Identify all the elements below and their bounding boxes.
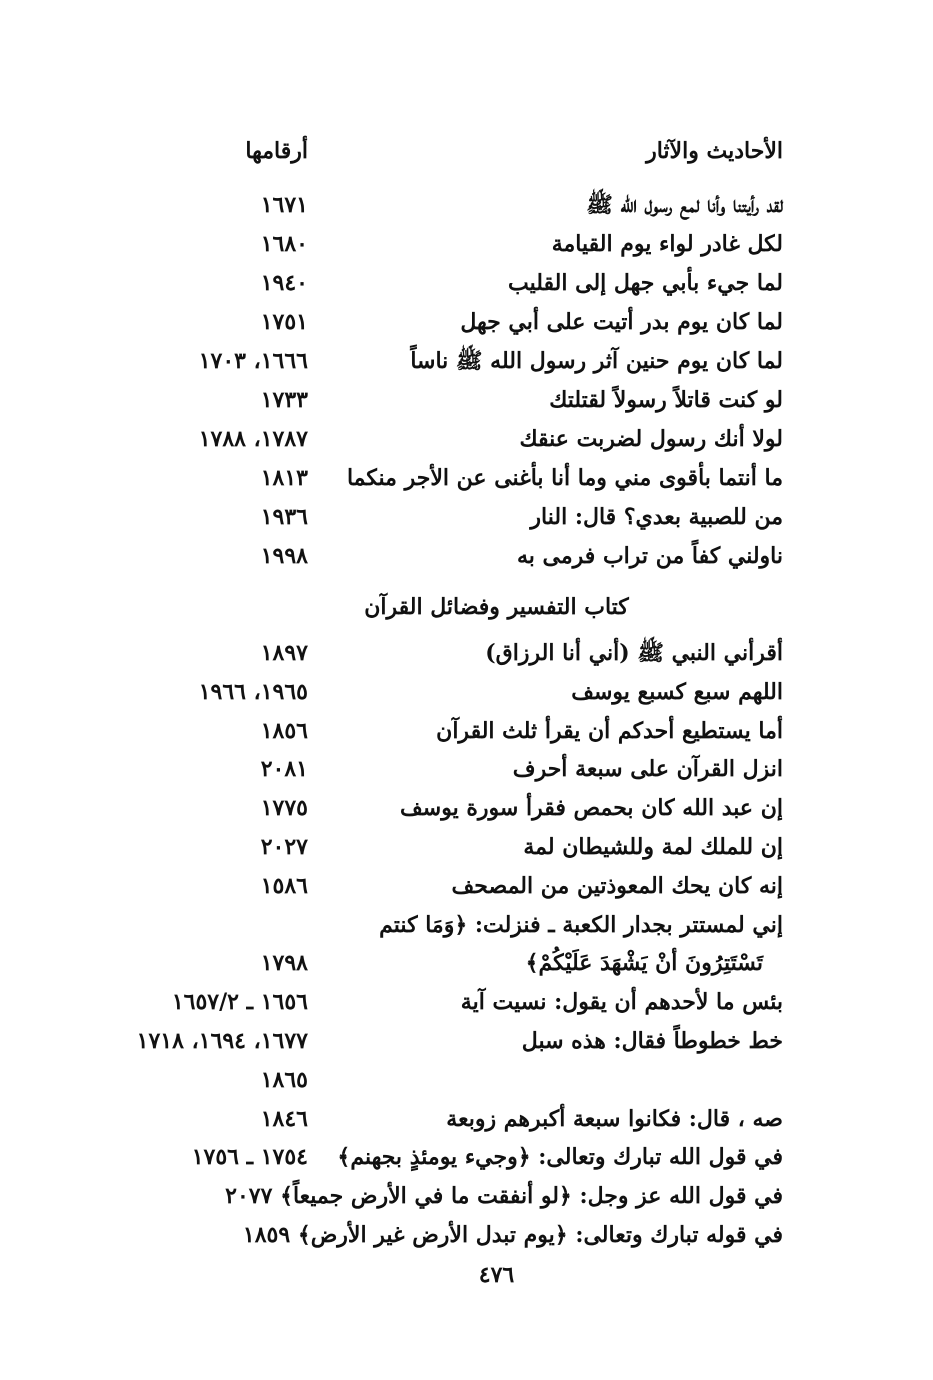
entry-row bbox=[0, 983, 933, 1021]
entry-text: إن للملك لمة وللشيطان لمة bbox=[523, 834, 783, 860]
entry-row bbox=[0, 498, 933, 536]
entry-row bbox=[0, 303, 933, 341]
entry-text: لما كان يوم بدر أتيت على أبي جهل bbox=[460, 309, 783, 335]
entry-row bbox=[0, 264, 933, 302]
entry-text: لولا أنك رسول لضربت عنقك bbox=[519, 426, 783, 452]
entry-text: إني لمستتر بجدار الكعبة ـ فنزلت: ﴿وَمَا كنتم bbox=[379, 911, 783, 938]
entry-number: ١٦٦٦، ١٧٠٣ bbox=[198, 348, 308, 374]
entry-text: إنه كان يحك المعوذتين من المصحف bbox=[451, 872, 783, 899]
entry-number: ١٩٩٨ bbox=[260, 543, 308, 569]
entry-number: ١٦٧٧، ١٦٩٤، ١٧١٨ bbox=[136, 1028, 308, 1054]
entry-row bbox=[0, 1061, 933, 1099]
entry-number: ١٥٨٦ bbox=[260, 872, 308, 899]
header-left-title: الأحاديث والآثار bbox=[646, 138, 783, 164]
entry-row bbox=[0, 1216, 933, 1254]
entry-row bbox=[0, 867, 933, 905]
entry-number: ١٨٤٦ bbox=[260, 1105, 308, 1132]
entry-text: صه ، قال: فكانوا سبعة أكبرهم زوبعة bbox=[446, 1105, 783, 1132]
entry-text: لكل غادر لواء يوم القيامة bbox=[551, 231, 783, 257]
page-number: ٤٧٦ bbox=[478, 1262, 515, 1288]
entry-number: ١٦٧١ bbox=[260, 192, 308, 218]
entry-row bbox=[0, 459, 933, 497]
entry-number: ١٧٨٧، ١٧٨٨ bbox=[198, 426, 308, 452]
entry-number: ١٩٣٦ bbox=[260, 504, 308, 530]
entry-row bbox=[0, 1177, 933, 1215]
entry-row bbox=[0, 1022, 933, 1060]
entry-number: ٢٠٨١ bbox=[260, 756, 308, 783]
entry-text: في قوله تبارك وتعالى: ﴿يوم تبدل الأرض غير الأرض﴾ ١٨٥٩ bbox=[242, 1222, 783, 1248]
entry-text: في قول الله عز وجل: ﴿لو أنفقت ما في الأرض جميعاً﴾ ٢٠٧٧ bbox=[225, 1183, 783, 1210]
entry-text: لقد رأيتنا وأنا لمع رسول الله ﷺ bbox=[586, 192, 783, 218]
entry-number: ١٩٦٥، ١٩٦٦ bbox=[198, 678, 308, 705]
entry-row bbox=[0, 944, 933, 982]
entry-row bbox=[0, 828, 933, 866]
entry-row bbox=[0, 225, 933, 263]
section-title: كتاب التفسير وفضائل القرآن bbox=[364, 594, 629, 620]
entry-text: من للصبية بعدي؟ قال: النار bbox=[530, 504, 783, 530]
entry-number: ٢٠٢٧ bbox=[260, 834, 308, 860]
entry-row bbox=[0, 1138, 933, 1176]
entry-text: لما جيء بأبي جهل إلى القليب bbox=[507, 270, 783, 296]
entry-row bbox=[0, 906, 933, 944]
entry-row bbox=[0, 789, 933, 827]
entry-text: في قول الله تبارك وتعالى: ﴿وجيء يومئذٍ بجهنم﴾ bbox=[337, 1144, 783, 1171]
entry-text: أما يستطيع أحدكم أن يقرأ ثلث القرآن bbox=[436, 717, 783, 744]
entry-row bbox=[0, 1100, 933, 1138]
entry-text: انزل القرآن على سبعة أحرف bbox=[512, 756, 783, 783]
entry-text: إن عبد الله كان بحمص فقرأ سورة يوسف bbox=[400, 795, 783, 822]
entry-row bbox=[0, 186, 933, 224]
entry-row bbox=[0, 673, 933, 711]
entry-number: ١٦٨٠ bbox=[260, 231, 308, 257]
entry-number: ١٧٧٥ bbox=[260, 795, 308, 822]
entry-number: ١٧٥٤ ـ ١٧٥٦ bbox=[191, 1144, 308, 1171]
entry-text: خط خطوطاً فقال: هذه سبل bbox=[521, 1028, 783, 1054]
entry-row bbox=[0, 381, 933, 419]
entry-text: ناولني كفاً من تراب فرمى به bbox=[516, 543, 783, 569]
entry-row bbox=[0, 537, 933, 575]
entry-row bbox=[0, 750, 933, 788]
entry-number: ١٦٥٦ ـ ١٦٥٧/٢ bbox=[171, 989, 308, 1016]
entry-number: ١٨١٣ bbox=[260, 465, 308, 491]
entry-number: ١٨٦٥ bbox=[260, 1066, 308, 1093]
entry-text: تَسْتَتِرُونَ أنْ يَشْهَدَ عَلَيْكُمْ﴾ bbox=[525, 950, 763, 977]
entry-text: بئس ما لأحدهم أن يقول: نسيت آية bbox=[460, 989, 783, 1016]
entry-row bbox=[0, 342, 933, 380]
entry-number: ١٧٩٨ bbox=[260, 950, 308, 977]
header-row bbox=[0, 132, 933, 170]
entry-text: لو كنت قاتلاً رسولاً لقتلتك bbox=[549, 387, 783, 413]
entry-text: اللهم سبع كسبع يوسف bbox=[571, 678, 783, 705]
entry-number: ١٩٤٠ bbox=[260, 270, 308, 296]
entry-number: ١٨٩٧ bbox=[260, 640, 308, 666]
entry-text: ما أنتما بأقوى مني وما أنا بأغنى عن الأجر منكما bbox=[346, 465, 783, 491]
entry-text: أقرأني النبي ﷺ (أني أنا الرزاق) bbox=[485, 640, 783, 666]
entry-row bbox=[0, 420, 933, 458]
header-right-title: أرقامها bbox=[245, 138, 308, 164]
entry-row bbox=[0, 634, 933, 672]
entry-row bbox=[0, 712, 933, 750]
entry-number: ١٧٣٣ bbox=[260, 387, 308, 413]
entry-text: لما كان يوم حنين آثر رسول الله ﷺ ناساً bbox=[410, 348, 783, 374]
entry-number: ١٨٥٦ bbox=[260, 717, 308, 744]
entry-number: ١٧٥١ bbox=[260, 309, 308, 335]
